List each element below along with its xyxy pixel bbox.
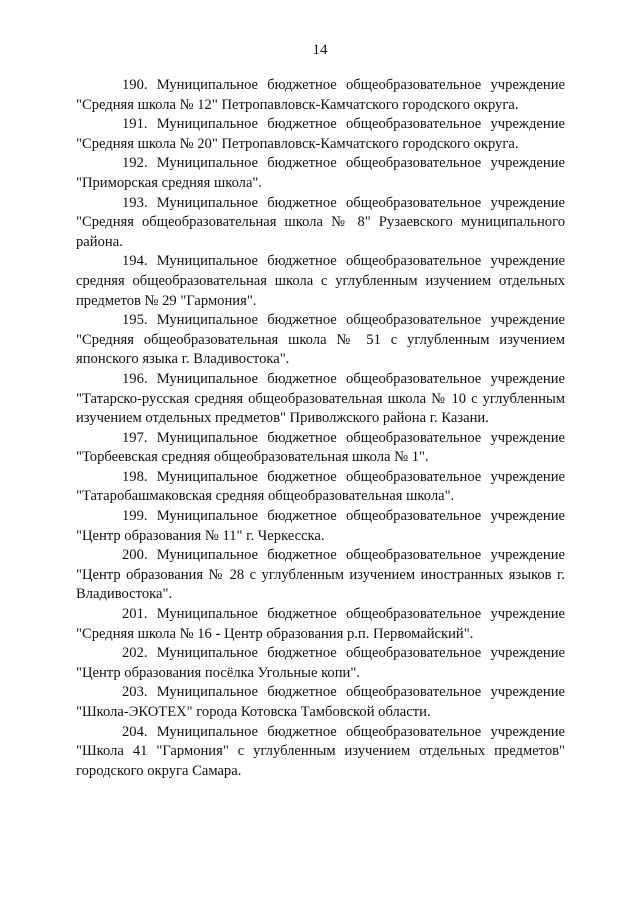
list-item	[76, 605, 565, 644]
list-item-heading: 203. Муниципальное бюджетное общеобразовательное учреждение	[122, 684, 565, 701]
list-item-text: "Центр образования № 11" г. Черкесска.	[76, 527, 325, 544]
list-item-heading: 199. Муниципальное бюджетное общеобразовательное учреждение	[122, 508, 565, 525]
list-item	[76, 468, 565, 507]
list-item-heading: 198. Муниципальное бюджетное общеобразовательное учреждение	[122, 468, 565, 485]
list-item	[76, 370, 565, 429]
list-item-text: "Центр образования посёлка Угольные копи".	[76, 664, 360, 681]
list-item	[76, 252, 565, 311]
list-item-heading: 202. Муниципальное бюджетное общеобразовательное учреждение	[122, 645, 565, 662]
list-item-heading: 197. Муниципальное бюджетное общеобразовательное учреждение	[122, 429, 565, 446]
list-item-heading: 192. Муниципальное бюджетное общеобразовательное учреждение	[122, 155, 565, 172]
list-item-text: "Средняя школа № 20" Петропавловск-Камчатского городского округа.	[76, 135, 519, 152]
list-item	[76, 546, 565, 605]
list-item-text: "Центр образования № 28 с углубленным изучением иностранных языков г. Владивостока".	[76, 566, 565, 603]
list-item-heading: 200. Муниципальное бюджетное общеобразовательное учреждение	[122, 547, 565, 564]
list-item-text: "Средняя школа № 12" Петропавловск-Камчатского городского округа.	[76, 96, 519, 113]
list-item-text: "Школа-ЭКОТЕХ" города Котовска Тамбовской области.	[76, 704, 431, 720]
list-item-text: "Приморская средняя школа".	[76, 174, 263, 191]
list-item	[76, 154, 565, 193]
list-item-heading: 190. Муниципальное бюджетное общеобразовательное учреждение	[122, 77, 565, 93]
list-item-text: "Средняя общеобразовательная школа № 51 с углубленным изучением японского языка г. Владивостока".	[76, 331, 565, 368]
list-item	[76, 683, 565, 722]
list-item	[76, 115, 565, 154]
list-item	[76, 311, 565, 370]
list-item	[76, 429, 565, 468]
list-item-text: "Средняя общеобразовательная школа № 8" Рузаевского муниципального района.	[76, 214, 565, 250]
list-item-heading: 201. Муниципальное бюджетное общеобразовательное учреждение	[122, 606, 565, 623]
list-item-text: средняя общеобразовательная школа с углубленным изучением отдельных предметов № 29 "Гармония".	[76, 272, 565, 309]
page-number: 14	[312, 42, 328, 58]
list-item	[76, 507, 565, 546]
list-item-text: "Средняя школа № 16 - Центр образования р.п. Первомайский".	[76, 625, 474, 642]
list-item-heading: 194. Муниципальное бюджетное общеобразовательное учреждение	[122, 253, 565, 270]
list-item-heading: 191. Муниципальное бюджетное общеобразовательное учреждение	[122, 116, 565, 133]
list-item	[76, 76, 565, 115]
list-item-text: "Татарско-русская средняя общеобразовательная школа № 10 с углубленным изучением отдельных предметов" Приволжского района г. Казани.	[76, 390, 565, 427]
list-item-text: "Школа 41 "Гармония" с углубленным изучением отдельных предметов" городского округа Самара.	[76, 743, 565, 779]
list-item-heading: 195. Муниципальное бюджетное общеобразовательное учреждение	[122, 312, 565, 329]
document-body	[76, 76, 565, 781]
list-item-text: "Торбеевская средняя общеобразовательная школа № 1".	[76, 449, 429, 466]
list-item	[76, 723, 565, 782]
list-item-heading: 204. Муниципальное бюджетное общеобразовательное учреждение	[122, 723, 565, 740]
list-item	[76, 644, 565, 683]
list-item	[76, 194, 565, 253]
list-item-heading: 193. Муниципальное бюджетное общеобразовательное учреждение	[122, 194, 565, 211]
list-item-heading: 196. Муниципальное бюджетное общеобразовательное учреждение	[122, 370, 565, 387]
list-item-text: "Татаробашмаковская средняя общеобразовательная школа".	[76, 488, 455, 505]
